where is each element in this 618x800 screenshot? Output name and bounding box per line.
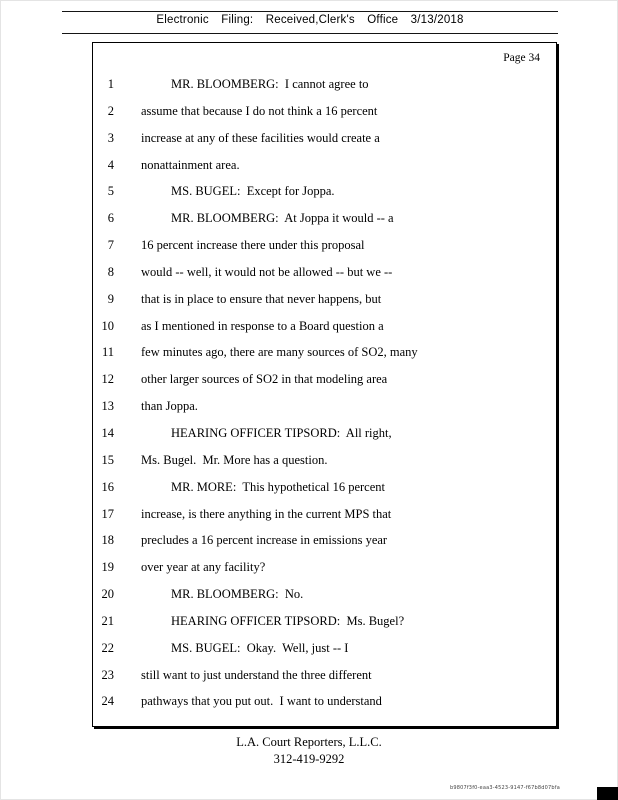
line-text: increase at any of these facilities would create a (141, 130, 380, 145)
line-text: precludes a 16 percent increase in emissions year (141, 533, 388, 548)
line-number: 22 (101, 640, 114, 655)
transcript-line (93, 183, 556, 210)
line-text: Ms. Bugel. Mr. More has a question. (141, 452, 328, 467)
transcript-line (93, 693, 556, 720)
transcript-line (93, 344, 556, 371)
line-number: 17 (101, 506, 114, 521)
line-number: 18 (101, 533, 114, 548)
transcript-line (93, 371, 556, 398)
document-id-stamp: b9807f3f0-eaa3-4523-9147-f67b8d07bfa (449, 785, 560, 791)
line-text: over year at any facility? (141, 560, 266, 575)
line-number: 23 (101, 667, 114, 682)
line-number: 19 (101, 560, 114, 575)
line-number: 24 (101, 694, 114, 709)
page-number-label: Page 34 (503, 52, 540, 64)
line-number: 10 (101, 318, 114, 333)
line-number: 6 (107, 211, 114, 226)
line-text: increase, is there anything in the current MPS that (141, 506, 392, 521)
line-number: 21 (101, 613, 114, 628)
transcript-line (93, 640, 556, 667)
transcript-line (93, 667, 556, 694)
reporter-company-name: L.A. Court Reporters, L.L.C. (236, 735, 382, 749)
line-text: MR. MORE: This hypothetical 16 percent (171, 479, 385, 494)
transcript-line (93, 532, 556, 559)
line-number: 12 (101, 372, 114, 387)
line-text: other larger sources of SO2 in that modeling area (141, 372, 388, 387)
line-text: 16 percent increase there under this proposal (141, 238, 365, 253)
line-number: 11 (101, 345, 114, 360)
line-number: 2 (107, 103, 114, 118)
line-text: MS. BUGEL: Okay. Well, just -- I (171, 640, 349, 655)
line-number: 20 (101, 587, 114, 602)
transcript-line (93, 210, 556, 237)
transcript-line (93, 237, 556, 264)
line-text: nonattainment area. (141, 157, 240, 172)
transcript-line (93, 264, 556, 291)
line-text: would -- well, it would not be allowed -- but we -- (141, 264, 393, 279)
transcript-line (93, 291, 556, 318)
reporter-phone-number: 312-419-9292 (273, 752, 345, 766)
line-text: MR. BLOOMBERG: No. (171, 587, 304, 602)
line-text: MR. BLOOMBERG: I cannot agree to (171, 77, 369, 91)
line-number: 7 (107, 238, 114, 253)
filing-header-text: Electronic Filing: Received,Clerk's Office 3/13/2018 (156, 14, 464, 26)
line-number: 16 (101, 479, 114, 494)
transcript-line (93, 398, 556, 425)
line-number: 9 (107, 291, 114, 306)
header-rule-top (62, 11, 558, 12)
line-number: 8 (107, 264, 114, 279)
line-text: HEARING OFFICER TIPSORD: All right, (171, 425, 392, 440)
transcript-line (93, 157, 556, 184)
transcript-line (93, 559, 556, 586)
line-text: than Joppa. (141, 399, 198, 414)
line-text: as I mentioned in response to a Board question a (141, 318, 384, 333)
line-text: few minutes ago, there are many sources of SO2, many (141, 345, 418, 360)
line-text: that is in place to ensure that never happens, but (141, 291, 382, 306)
line-text: MS. BUGEL: Except for Joppa. (171, 184, 335, 199)
line-number: 3 (107, 130, 114, 145)
transcript-line (93, 425, 556, 452)
line-text: pathways that you put out. I want to understand (141, 694, 382, 709)
line-text: assume that because I do not think a 16 percent (141, 103, 378, 118)
line-number: 1 (107, 77, 114, 91)
line-number: 13 (101, 399, 114, 414)
line-text: MR. BLOOMBERG: At Joppa it would -- a (171, 211, 394, 226)
transcript-line (93, 130, 556, 157)
scan-corner-mark (597, 787, 618, 800)
line-number: 5 (107, 184, 114, 199)
transcript-page-border (92, 42, 557, 727)
transcript-line (93, 479, 556, 506)
transcript-line (93, 613, 556, 640)
transcript-line (93, 76, 556, 103)
line-number: 4 (107, 157, 114, 172)
transcript-lines (93, 76, 556, 720)
transcript-line (93, 103, 556, 130)
line-number: 14 (101, 425, 114, 440)
line-text: still want to just understand the three different (141, 667, 372, 682)
transcript-line (93, 506, 556, 533)
line-text: HEARING OFFICER TIPSORD: Ms. Bugel? (171, 613, 405, 628)
transcript-line (93, 452, 556, 479)
transcript-line (93, 586, 556, 613)
header-rule-bottom (62, 33, 558, 34)
line-number: 15 (101, 452, 114, 467)
transcript-line (93, 318, 556, 345)
